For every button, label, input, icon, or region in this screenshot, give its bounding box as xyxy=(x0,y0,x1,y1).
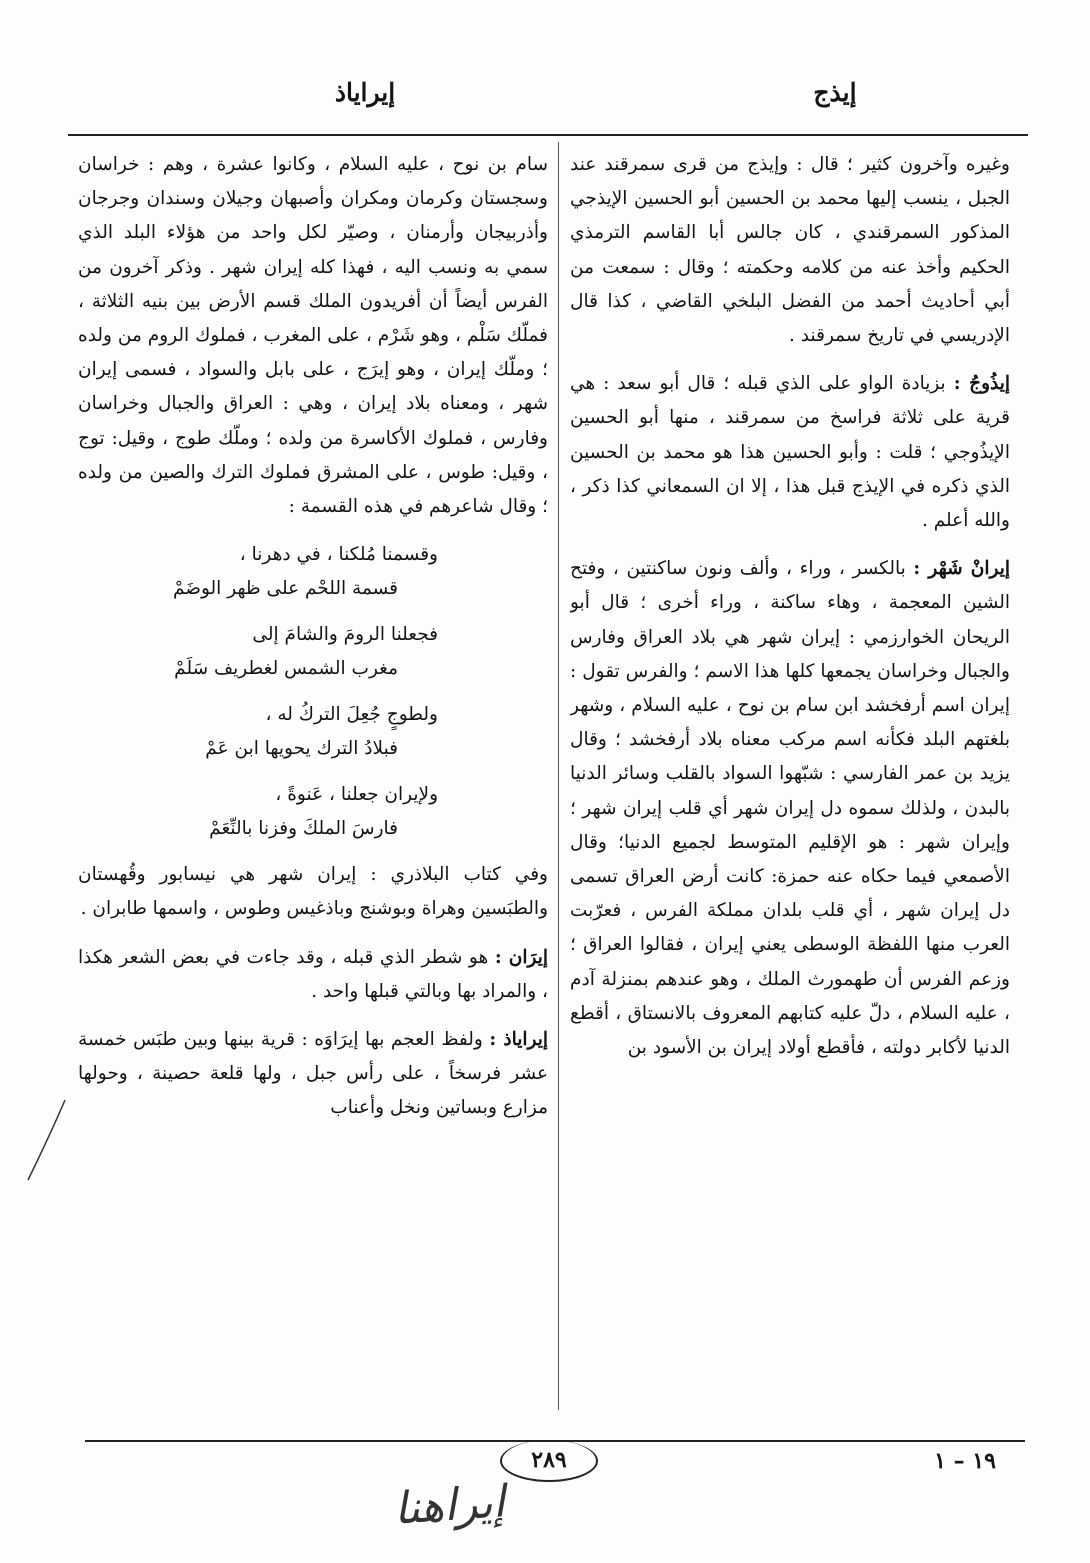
paragraph xyxy=(570,552,1010,1065)
verse-line: قسمة اللحْم على ظهر الوضَمْ xyxy=(172,578,398,600)
verse xyxy=(78,538,548,606)
verse-line: فارسَ الملكَ وفزنا بالنِّعَمْ xyxy=(209,818,398,840)
verse-line: ولطوجٍ جُعِلَ التركُ له ، xyxy=(265,704,438,726)
page-header xyxy=(80,78,1020,138)
headword: إيراياذ : xyxy=(489,1029,548,1051)
entry-continuation xyxy=(570,148,1010,353)
entry-text: بزيادة الواو على الذي قبله ؛ قال أبو سعد : هي قرية على ثلاثة فراسخ من سمرقند ، منها أبو الحسين الإيذُوجي ؛ قلت : وأبو الحسين هذا هو محمد بن الحسين الذي ذكره في الإيذج قبل هذا ، إلا ان السمعاني كذا ذكر ، والله أعلم . xyxy=(570,373,1010,532)
verse xyxy=(78,778,548,846)
margin-pen-mark xyxy=(20,1095,70,1185)
verse xyxy=(78,698,548,766)
entry-text: ولفظ العجم بها إيرَاوَه : قرية بينها وبين طبَس خمسة عشر فرسخاً ، على رأس جبل ، ولها قلعة حصينة ، وحولها مزارع وبساتين ونخل وأعناب xyxy=(78,1029,548,1119)
paragraph xyxy=(78,1023,548,1126)
entry-iydhuj xyxy=(570,367,1010,538)
running-head-left: إيراياذ xyxy=(334,78,396,107)
paragraph xyxy=(78,941,548,1009)
headword: إيذُوجُ : xyxy=(953,373,1010,395)
right-column xyxy=(570,148,1010,1416)
entry-irayadh xyxy=(78,1023,548,1126)
paragraph: وغيره وآخرون كثير ؛ قال : وإيذج من قرى سمرقند عند الجبل ، ينسب إليها محمد بن الحسين أبو الحسين الإيذجي المذكور السمرقندي ، كان جالس أبا القاسم الترمذي الحكيم وأخذ عنه من كلامه وحكمته ؛ وقال : سمعت من أبي أحاديث أحمد من الفضل البلخي القاضي ، كذا قال الإدريسي في تاريخ سمرقند . xyxy=(570,154,1010,347)
handwritten-note: إيراهنا xyxy=(392,1476,507,1535)
entry-text: هو شطر الذي قبله ، وقد جاءت في بعض الشعر هكذا ، والمراد بها وبالتي قبلها واحد . xyxy=(78,946,548,1002)
paragraph: سام بن نوح ، عليه السلام ، وكانوا عشرة ، وهم : خراسان وسجستان وكرمان ومكران وأصبهان وجيلان وسندان وجرجان وأذربيجان وأرمنان ، وصيّر لكل واحد من هؤلاء البلد الذي سمي به ونسب اليه ، فهذا كله إيران شهر . وذكر آخرون من الفرس أيضاً أن أفريدون الملك قسم الأرض بين بنيه الثلاثة ، فملّك سَلْم ، وهو شَرْم ، على المغرب ، فملوك الروم من ولده ؛ وملّك إيران ، وهو إيرَج ، على بابل والسواد ، فسمى إيران شهر ، ومعناه بلاد إيران ، وهي : العراق والجبال وخراسان وفارس ، فملوك الأكاسرة من ولده ؛ وملّك طوج ، وقيل: توج ، وقيل: طوس ، على المشرق فملوك الترك والصين من ولده ؛ وقال شاعرهم في هذه القسمة : xyxy=(78,154,548,518)
headword: إيرانْ شَهْر : xyxy=(913,558,1010,580)
entry-text: بالكسر ، وراء ، وألف ونون ساكنتين ، وفتح الشين المعجمة ، وهاء ساكنة ، وراء أخرى ؛ قال أبو الريحان الخوارزمي : إيران شهر هي بلاد العراق وفارس والجبال وخراسان يجمعها كلها هذا الاسم ؛ والفرس تقول : إيران اسم أرفخشد ابن سام بن نوح ، عليه السلام ، وشهر بلغتهم البلد فكأنه اسم مركب معناه بلاد أرفخشد ؛ وقال يزيد بن عمر الفارسي : شبّهوا السواد بالقلب وسائر الدنيا بالبدن ، ولذلك سموه دل إيران شهر أي قلب إيران شهر ؛ وإيران شهر : هو الإقليم المتوسط لجميع الدنيا؛ وقال الأصمعي فيما حكاه عنه حمزة: كانت أرض العراق تسمى دل إيران شهر ، أي قلب بلدان مملكة الفرس ، فعرّبت العرب منها اللفظة الوسطى يعني إيران ، فقالوا العراق ؛ وزعم الفرس أن طهمورث الملك ، وهو عندهم بمنزلة آدم ، عليه السلام ، دلّ عليه كتابهم المعروف بالانستاق ، أقطع الدنيا لأكابر دولته ، فأقطع أولاد إيران بن الأسود بن xyxy=(570,558,1010,1059)
entry-iran-shahr xyxy=(570,552,1010,1065)
paragraph: وفي كتاب البلاذري : إيران شهر هي نيسابور وقُهستان والطبَسين وهراة وبوشنج وباذغيس وطوس ، واسمها طابران . xyxy=(78,864,548,920)
headword: إيرَان : xyxy=(494,946,548,968)
signature-mark: ١٩ – ١ xyxy=(934,1448,996,1474)
verse-line: فجعلنا الرومَ والشامَ إلى xyxy=(252,624,438,646)
verse-line: فبلادُ الترك يحويها ابن عَمْ xyxy=(205,738,398,760)
left-column xyxy=(78,148,548,1416)
verse-line: مغرب الشمس لغطريف سَلَمْ xyxy=(174,658,398,680)
running-head-right: إيذج xyxy=(813,78,857,107)
verse-line: ولإيران جعلنا ، عَنوةً ، xyxy=(275,784,438,806)
verse-line: وقسمنا مُلكنا ، في دهرنا ، xyxy=(239,544,438,566)
entry-continuation-2 xyxy=(78,858,548,926)
entry-continuation xyxy=(78,148,548,524)
entry-iran xyxy=(78,941,548,1009)
verse xyxy=(78,618,548,686)
column-divider xyxy=(558,142,559,1410)
paragraph xyxy=(570,367,1010,538)
header-rule xyxy=(68,134,1028,136)
page-number: ٢٨٩ xyxy=(500,1440,598,1482)
